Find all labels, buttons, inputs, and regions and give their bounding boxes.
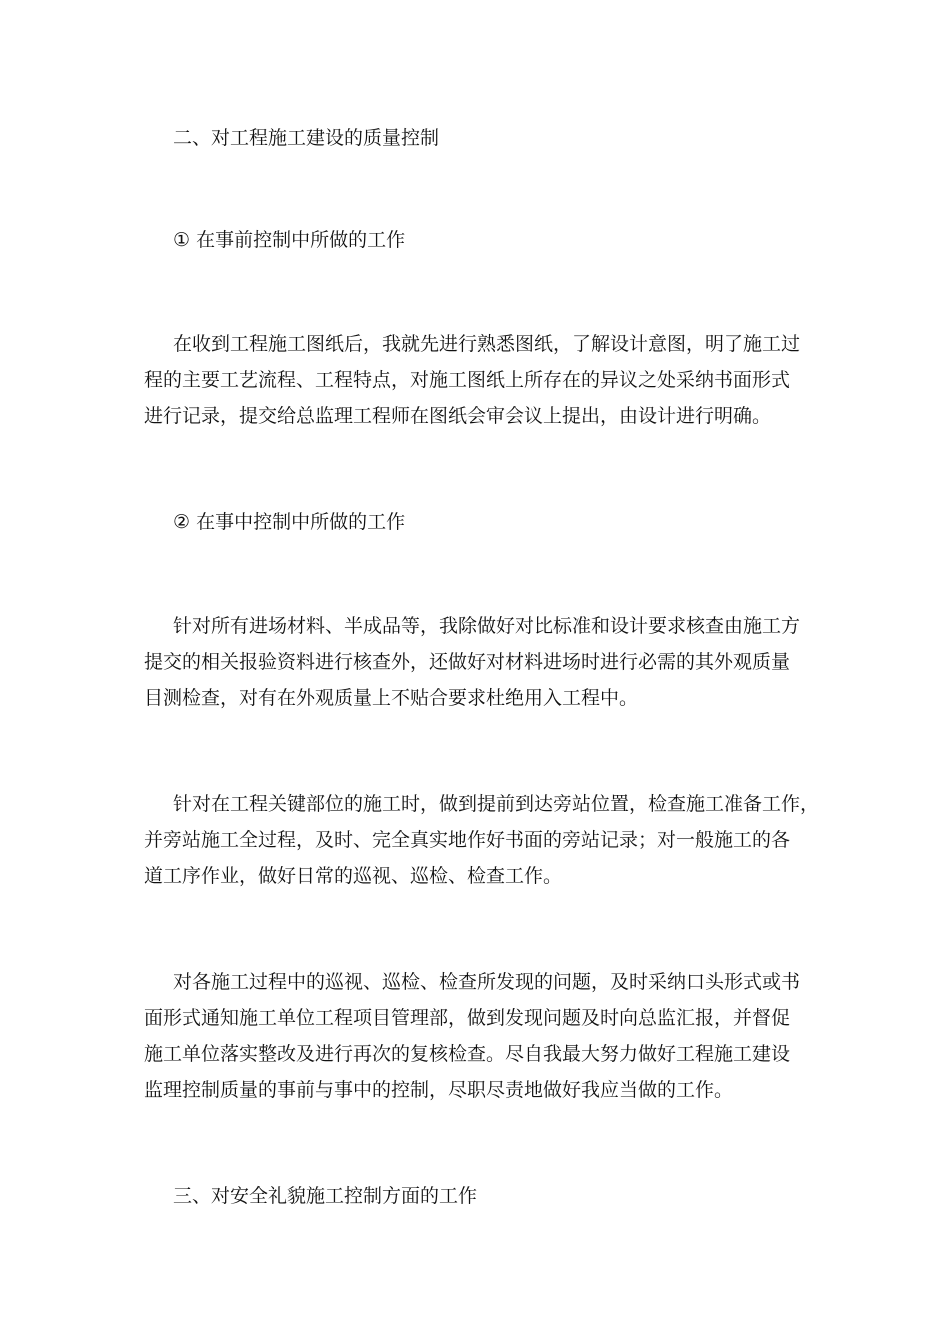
paragraph-line: 施工单位落实整改及进行再次的复核检查。尽自我最大努力做好工程施工建设 [144,1043,791,1065]
paragraph-line: 目测检查，对有在外观质量上不贴合要求杜绝用入工程中。 [144,687,639,709]
paragraph-line: 监理控制质量的事前与事中的控制，尽职尽责地做好我应当做的工作。 [144,1079,734,1101]
heading-text: 三、对安全礼貌施工控制方面的工作 [173,1185,478,1207]
paragraph-line: 提交的相关报验资料进行核查外，还做好对材料进场时进行必需的其外观质量 [144,651,791,673]
paragraph-line: 针对所有进场材料、半成品等，我除做好对比标准和设计要求核查由施工方 [173,615,801,637]
paragraph-line: 道工序作业，做好日常的巡视、巡检、检查工作。 [144,865,563,887]
section-heading-safety-control [144,1178,820,1214]
paragraph-line: 在收到工程施工图纸后，我就先进行熟悉图纸，了解设计意图，明了施工过 [173,333,801,355]
section-heading-quality-control [144,120,820,156]
subheading-in-process-control [144,504,820,540]
paragraph-line: 对各施工过程中的巡视、巡检、检查所发现的问题，及时采纳口头形式或书 [173,971,801,993]
paragraph-site-supervision [144,786,820,894]
paragraph-line: 程的主要工艺流程、工程特点，对施工图纸上所存在的异议之处采纳书面形式 [144,369,791,391]
heading-text: 二、对工程施工建设的质量控制 [173,127,440,149]
paragraph-line: 面形式通知施工单位工程项目管理部，做到发现问题及时向总监汇报，并督促 [144,1007,791,1029]
paragraph-line: 针对在工程关键部位的施工时，做到提前到达旁站位置，检查施工准备工作， [173,793,820,815]
subheading-text: ① 在事前控制中所做的工作 [173,229,406,251]
subheading-text: ② 在事中控制中所做的工作 [173,511,406,533]
paragraph-issue-handling [144,964,820,1108]
paragraph-material-inspection [144,608,820,716]
paragraph-line: 并旁站施工全过程，及时、完全真实地作好书面的旁站记录；对一般施工的各 [144,829,791,851]
paragraph-drawings-review [144,326,820,434]
subheading-pre-control [144,222,820,258]
paragraph-line: 进行记录，提交给总监理工程师在图纸会审会议上提出，由设计进行明确。 [144,405,772,427]
